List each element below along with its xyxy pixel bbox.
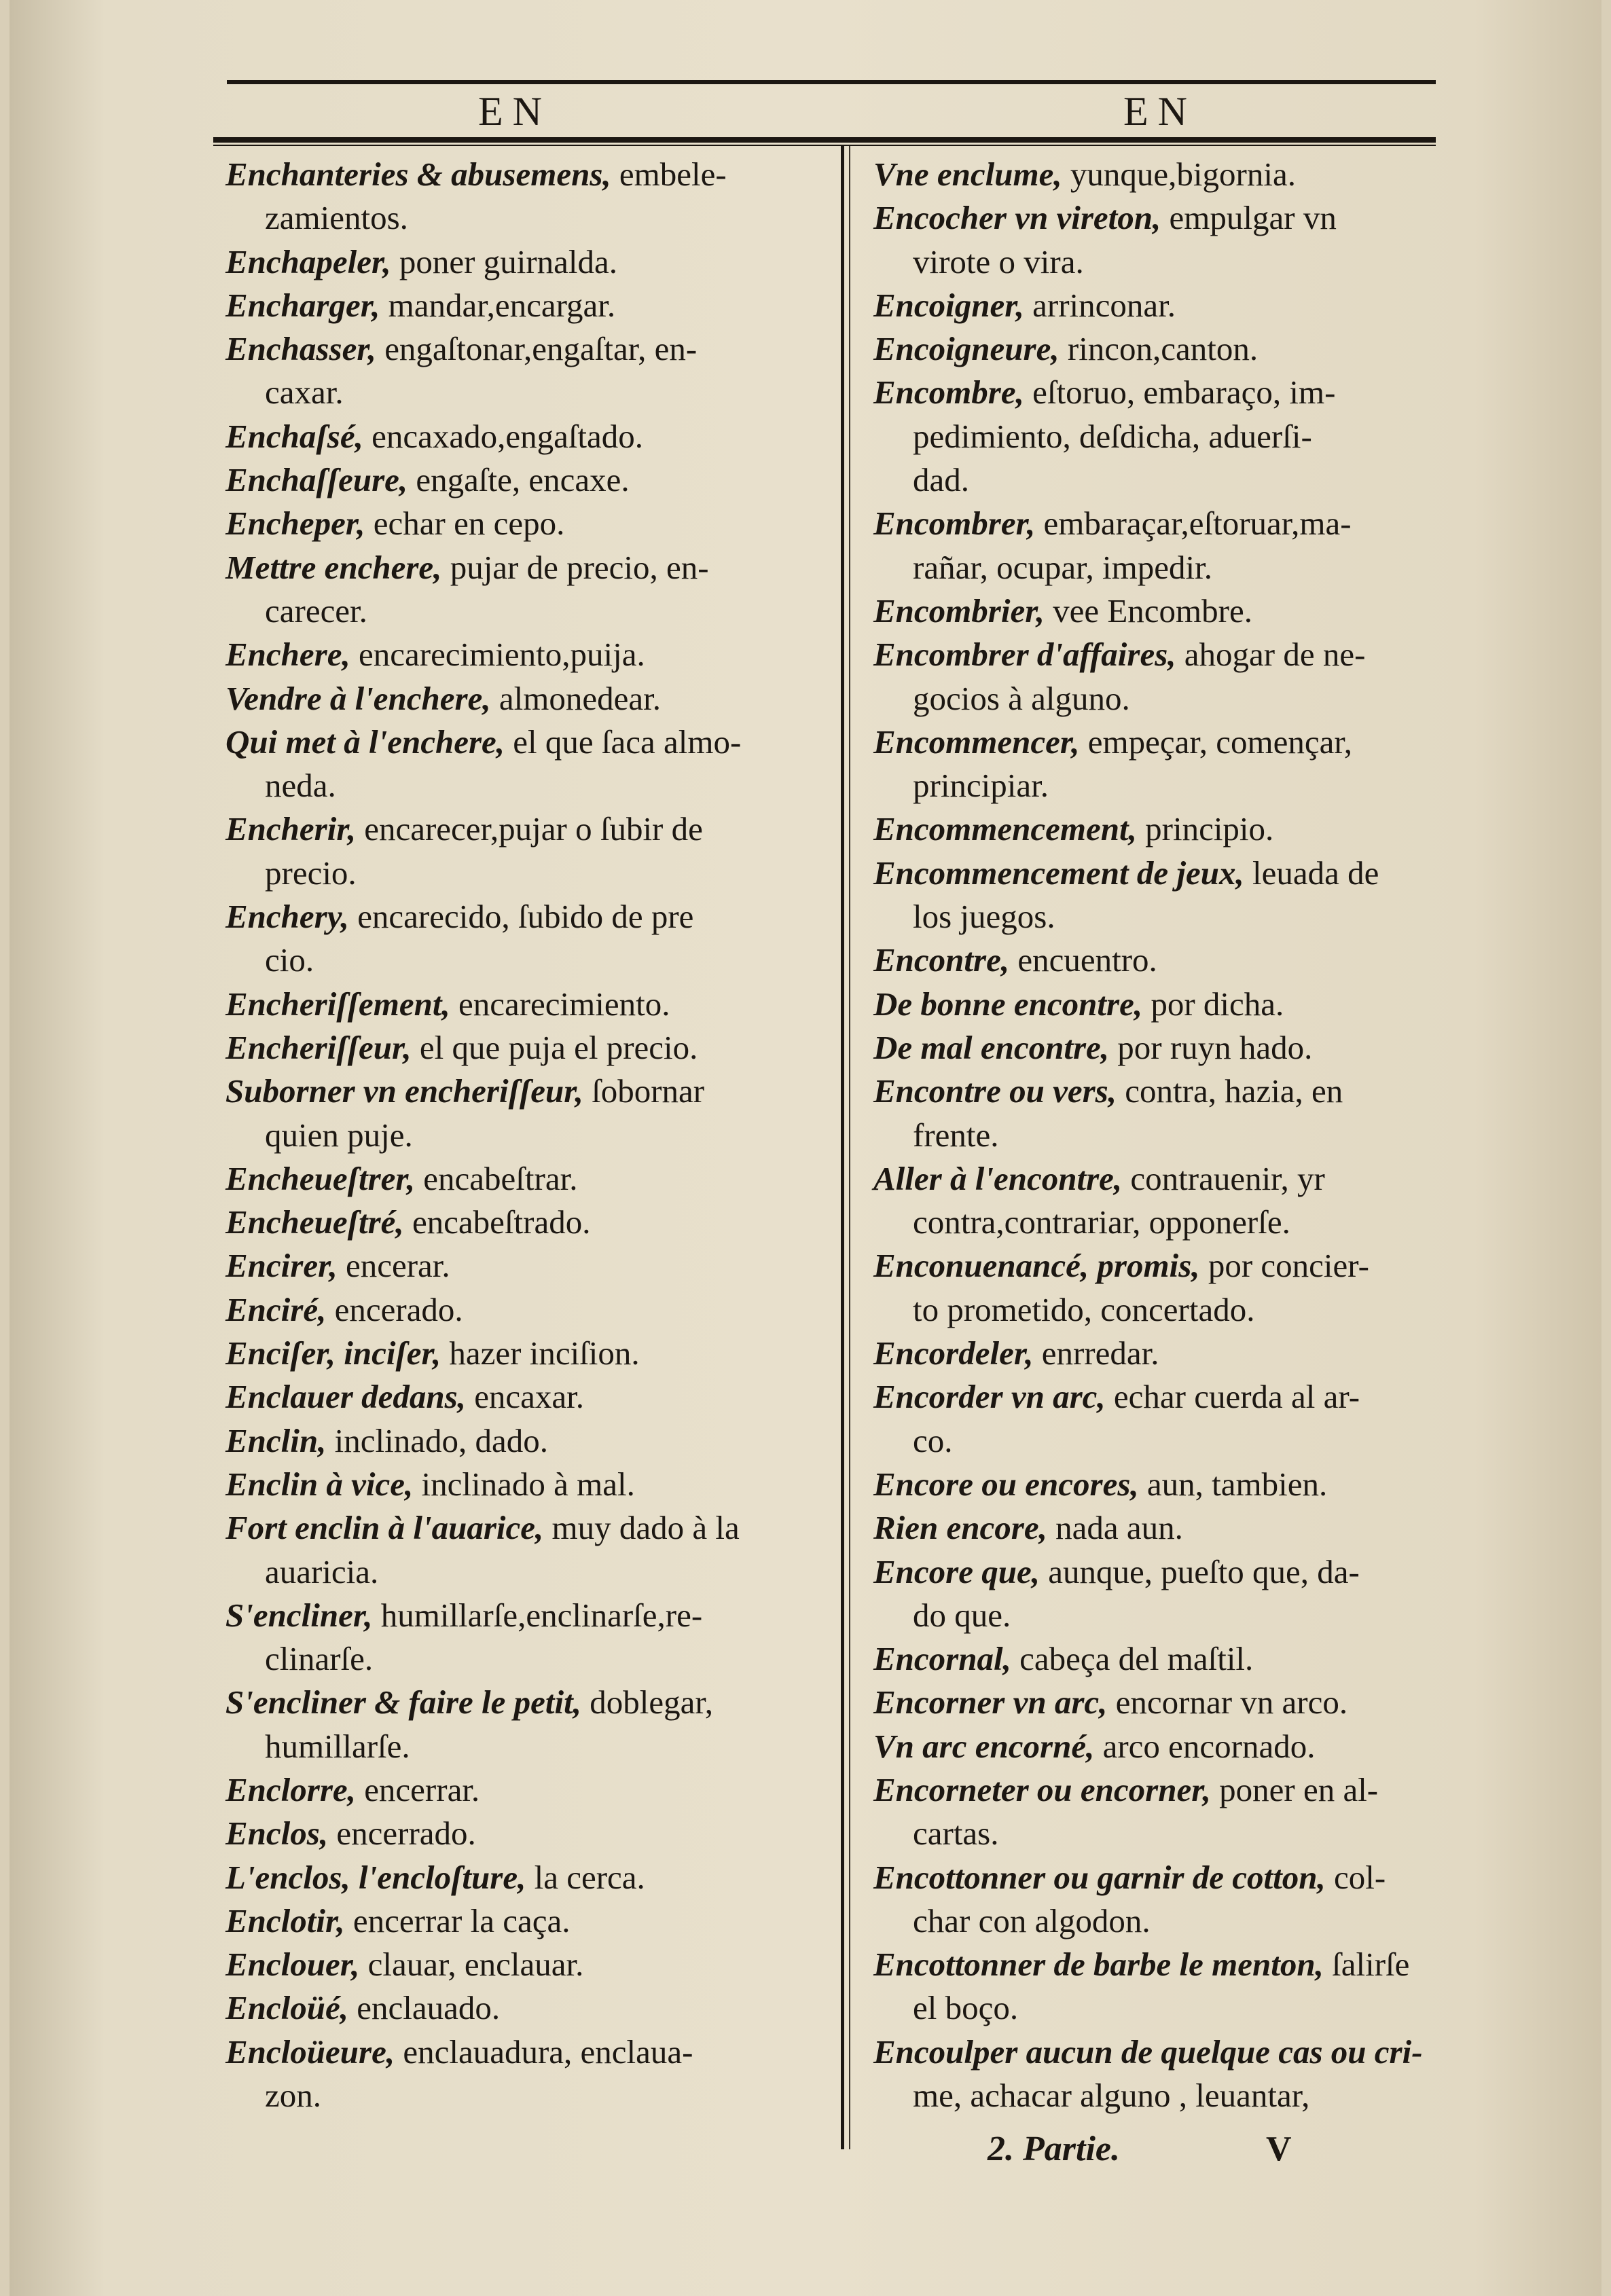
translation: clauar, enclauar. (359, 1946, 584, 1984)
dictionary-entry (873, 1725, 1458, 1768)
dictionary-entry (225, 415, 823, 458)
dictionary-entry (225, 502, 823, 545)
header-rule (213, 137, 1436, 143)
headword: Enchasser, (225, 330, 376, 368)
dictionary-entry (873, 1768, 1458, 1856)
translation: encaxar. (465, 1378, 585, 1416)
translation: muy dado à la (543, 1509, 740, 1547)
headword: Rien encore, (873, 1509, 1047, 1547)
headword: Encommencer, (873, 723, 1080, 761)
entry-continuation: auaricia. (265, 1552, 379, 1590)
headword: Encherir, (225, 810, 356, 848)
translation: echar en cepo. (365, 505, 565, 543)
right-column (873, 153, 1458, 2117)
dictionary-entry (873, 2030, 1458, 2118)
translation: embele- (611, 156, 727, 193)
dictionary-entry (873, 284, 1458, 327)
translation: enrredar. (1033, 1334, 1159, 1372)
dictionary-entry (225, 1943, 823, 1986)
translation: yunque,bigornia. (1062, 156, 1296, 193)
entry-continuation: los juegos. (913, 898, 1055, 936)
dictionary-entry (873, 1943, 1458, 2030)
dictionary-entry (225, 1332, 823, 1375)
translation: principio. (1136, 810, 1274, 848)
catchword: V (1266, 2130, 1292, 2168)
dictionary-entry (873, 589, 1458, 633)
headword: Enchaſsé, (225, 417, 363, 455)
translation: encabeſtrado. (403, 1203, 591, 1241)
dictionary-entry (225, 1594, 823, 1681)
dictionary-entry (225, 1899, 823, 1943)
headword: Enclotir, (225, 1901, 345, 1939)
headword: Enchanteries & abusemens, (225, 156, 611, 193)
headword: Encorder vn arc, (873, 1378, 1106, 1416)
translation: por dicha. (1142, 985, 1284, 1023)
translation: col- (1325, 1858, 1386, 1896)
headword: Encore ou encores, (873, 1465, 1139, 1503)
headword: Encombrer, (873, 505, 1036, 543)
headword: Encorner vn arc, (873, 1683, 1108, 1721)
entry-continuation: rañar, ocupar, impedir. (913, 548, 1212, 586)
translation: rincon,canton. (1059, 330, 1259, 368)
dictionary-entry (225, 240, 823, 284)
dictionary-entry (225, 807, 823, 895)
headword: Enchere, (225, 636, 350, 674)
headword: Encheueſtré, (225, 1203, 404, 1241)
headword: Enclouer, (225, 1946, 360, 1984)
entry-continuation: caxar. (265, 373, 344, 412)
dictionary-entry (873, 1681, 1458, 1724)
translation: ſalirſe (1323, 1946, 1410, 1984)
translation: por concier- (1199, 1247, 1369, 1285)
dictionary-entry (225, 1070, 823, 1157)
dictionary-entry (873, 1375, 1458, 1463)
headword: Encombrer d'affaires, (873, 636, 1176, 674)
entry-continuation: carecer. (265, 591, 367, 630)
translation: contra, hazia, en (1117, 1072, 1343, 1110)
dictionary-entry (225, 1157, 823, 1201)
entry-continuation: humillarſe. (265, 1727, 410, 1765)
translation: encarecimiento. (450, 985, 670, 1023)
translation: empeçar, començar, (1079, 723, 1352, 761)
headword: Aller à l'encontre, (873, 1159, 1123, 1197)
headword: Enchery, (225, 898, 349, 936)
translation: enclauado. (348, 1989, 501, 2027)
dictionary-entry (225, 1026, 823, 1070)
dictionary-entry (873, 502, 1458, 589)
translation: encerrar la caça. (344, 1901, 571, 1939)
translation: encarecido, ſubido de pre (348, 898, 694, 936)
headword: Encontre, (873, 941, 1010, 979)
headword: Qui met à l'enchere, (225, 723, 505, 761)
dictionary-entry (873, 153, 1458, 196)
headword: Encombrier, (873, 591, 1045, 630)
headword: L'enclos, l'encloſture, (225, 1858, 526, 1896)
running-head-left: EN (478, 89, 551, 134)
translation: contrauenir, yr (1122, 1159, 1325, 1197)
header-rule-thin (213, 145, 1436, 146)
dictionary-entry (873, 327, 1458, 371)
dictionary-entry (225, 1244, 823, 1288)
translation: eſtoruo, embaraço, im- (1024, 373, 1336, 412)
dictionary-entry (873, 1332, 1458, 1375)
dictionary-entry (225, 1463, 823, 1506)
headword: Mettre enchere, (225, 548, 442, 586)
translation: la cerca. (526, 1858, 645, 1896)
dictionary-entry (225, 1681, 823, 1768)
dictionary-entry (225, 677, 823, 721)
dictionary-entry (225, 1856, 823, 1899)
dictionary-entry (873, 939, 1458, 982)
dictionary-entry (873, 1550, 1458, 1638)
dictionary-entry (873, 1244, 1458, 1332)
translation: arco encornado. (1094, 1727, 1316, 1765)
translation: el que puja el precio. (411, 1028, 698, 1066)
entry-continuation: contra,contrariar, opponerſe. (913, 1203, 1290, 1241)
dictionary-entry (225, 2030, 823, 2118)
translation: encerar. (337, 1247, 450, 1285)
headword: S'encliner, (225, 1596, 373, 1634)
dictionary-entry (225, 721, 823, 808)
dictionary-entry (873, 633, 1458, 721)
dictionary-entry (225, 1986, 823, 2030)
translation: enclauadura, enclaua- (395, 2033, 693, 2071)
headword: Enconuenancé, promis, (873, 1247, 1200, 1285)
headword: Encommencement de jeux, (873, 854, 1244, 892)
entry-continuation: gocios à alguno. (913, 679, 1130, 717)
translation: empulgar vn (1161, 199, 1337, 237)
headword: Suborner vn encheriſſeur, (225, 1072, 583, 1110)
translation: engaſtonar,engaſtar, en- (376, 330, 698, 368)
dictionary-entry (225, 546, 823, 634)
translation: inclinado à mal. (413, 1465, 635, 1503)
translation: encerrar. (355, 1770, 480, 1808)
headword: Enchaſſeure, (225, 461, 408, 499)
dictionary-entry (225, 1506, 823, 1594)
headword: Enclin à vice, (225, 1465, 414, 1503)
translation: encerado. (326, 1290, 463, 1328)
dictionary-entry (873, 983, 1458, 1026)
entry-continuation: virote o vira. (913, 242, 1084, 280)
left-column (225, 153, 823, 2117)
headword: De bonne encontre, (873, 985, 1143, 1023)
dictionary-entry (225, 895, 823, 983)
column-divider (841, 146, 844, 2149)
entry-continuation: cio. (265, 941, 314, 979)
translation: leuada de (1244, 854, 1379, 892)
translation: vee Encombre. (1044, 591, 1252, 630)
dictionary-entry (225, 327, 823, 415)
headword: Enchapeler, (225, 242, 391, 280)
headword: Encheriſſeur, (225, 1028, 412, 1066)
dictionary-entry (873, 196, 1458, 284)
translation: humillarſe,enclinarſe,re- (372, 1596, 703, 1634)
entry-continuation: me, achacar alguno , leuantar, (913, 2077, 1310, 2115)
headword: Vendre à l'enchere, (225, 679, 491, 717)
entry-continuation: to prometido, concertado. (913, 1290, 1255, 1328)
headword: Encloüeure, (225, 2033, 395, 2071)
headword: Fort enclin à l'auarice, (225, 1509, 544, 1547)
headword: Encore que, (873, 1552, 1040, 1590)
translation: arrinconar. (1024, 286, 1176, 324)
entry-continuation: cartas. (913, 1815, 999, 1853)
headword: Encoulper aucun de quelque cas ou cri- (873, 2033, 1423, 2071)
dictionary-entry (873, 1856, 1458, 1944)
headword: Encharger, (225, 286, 380, 324)
translation: encuentro. (1009, 941, 1157, 979)
dictionary-entry (873, 721, 1458, 808)
dictionary-entry (873, 1637, 1458, 1681)
headword: Enciſer, inciſer, (225, 1334, 441, 1372)
translation: nada aun. (1047, 1509, 1183, 1547)
dictionary-page (10, 0, 1601, 2296)
headword: Encheriſſement, (225, 985, 450, 1023)
entry-continuation: principiar. (913, 767, 1049, 805)
headword: Encorneter ou encorner, (873, 1770, 1211, 1808)
headword: Enclorre, (225, 1770, 356, 1808)
dictionary-entry (225, 284, 823, 327)
translation: encarecimiento,puija. (350, 636, 645, 674)
translation: embaraçar,eſtoruar,ma- (1035, 505, 1352, 543)
translation: ahogar de ne- (1176, 636, 1366, 674)
entry-continuation: el boço. (913, 1989, 1019, 2027)
dictionary-entry (225, 458, 823, 502)
headword: De mal encontre, (873, 1028, 1110, 1066)
dictionary-entry (873, 807, 1458, 851)
headword: Encloüé, (225, 1989, 349, 2027)
translation: encerrado. (328, 1815, 476, 1853)
translation: pujar de precio, en- (441, 548, 709, 586)
translation: por ruyn hado. (1109, 1028, 1313, 1066)
dictionary-entry (225, 1768, 823, 1812)
headword: Encordeler, (873, 1334, 1034, 1372)
translation: cabeça del maſtil. (1011, 1640, 1254, 1678)
dictionary-entry (225, 1375, 823, 1419)
translation: encaxado,engaſtado. (363, 417, 644, 455)
headword: Enclos, (225, 1815, 329, 1853)
headword: Enclin, (225, 1421, 327, 1459)
dictionary-entry (225, 1201, 823, 1244)
translation: inclinado, dado. (326, 1421, 549, 1459)
dictionary-entry (873, 1026, 1458, 1070)
headword: Encommencement, (873, 810, 1137, 848)
headword: Vne enclume, (873, 156, 1062, 193)
dictionary-entry (225, 983, 823, 1026)
entry-continuation: frente. (913, 1116, 999, 1154)
dictionary-entry (873, 458, 1458, 502)
dictionary-entry (225, 1288, 823, 1332)
headword: Enciré, (225, 1290, 327, 1328)
entry-continuation: quien puje. (265, 1116, 413, 1154)
dictionary-entry (225, 153, 823, 240)
dictionary-entry (225, 1419, 823, 1463)
translation: encornar vn arco. (1107, 1683, 1348, 1721)
translation: encabeſtrar. (415, 1159, 578, 1197)
headword: Encheueſtrer, (225, 1159, 416, 1197)
translation: encarecer,pujar o ſubir de (355, 810, 703, 848)
dictionary-entry (873, 371, 1458, 458)
signature-mark: 2. Partie. (988, 2130, 1120, 2168)
entry-continuation: neda. (265, 767, 336, 805)
translation: doblegar, (581, 1683, 713, 1721)
translation: poner guirnalda. (391, 242, 618, 280)
dictionary-entry (225, 633, 823, 676)
headword: Encornal, (873, 1640, 1011, 1678)
translation: el que ſaca almo- (505, 723, 742, 761)
running-head-right: EN (1123, 89, 1197, 134)
headword: Encoigneure, (873, 330, 1060, 368)
translation: echar cuerda al ar- (1105, 1378, 1360, 1416)
entry-continuation: precio. (265, 854, 357, 892)
dictionary-entry (873, 852, 1458, 939)
translation: engaſte, encaxe. (408, 461, 630, 499)
column-divider-thin (849, 146, 850, 2149)
translation: almonedear. (490, 679, 661, 717)
headword: Encoigner, (873, 286, 1024, 324)
entry-continuation: co. (913, 1421, 953, 1459)
entry-continuation: dad. (913, 461, 969, 499)
translation: mandar,encargar. (380, 286, 616, 324)
dictionary-entry (873, 1070, 1458, 1157)
dictionary-entry (873, 1463, 1458, 1506)
translation: hazer inciſion. (441, 1334, 640, 1372)
headword: Encombre, (873, 373, 1024, 412)
dictionary-entry (873, 1157, 1458, 1245)
entry-continuation: clinarſe. (265, 1640, 374, 1678)
headword: S'encliner & faire le petit, (225, 1683, 581, 1721)
headword: Enclauer dedans, (225, 1378, 466, 1416)
dictionary-entry (873, 1506, 1458, 1550)
translation: aunque, pueſto que, da- (1040, 1552, 1360, 1590)
entry-continuation: do que. (913, 1596, 1011, 1634)
translation: ſobornar (583, 1072, 705, 1110)
entry-continuation: zon. (265, 2077, 321, 2115)
headword: Encirer, (225, 1247, 338, 1285)
headword: Encottonner ou garnir de cotton, (873, 1858, 1326, 1896)
dictionary-entry (225, 1812, 823, 1855)
entry-continuation: zamientos. (265, 199, 408, 237)
entry-continuation: pedimiento, deſdicha, aduerſi- (913, 417, 1312, 455)
headword: Encocher vn vireton, (873, 199, 1161, 237)
headword: Encheper, (225, 505, 365, 543)
translation: poner en al- (1210, 1770, 1379, 1808)
entry-continuation: char con algodon. (913, 1901, 1151, 1939)
translation: aun, tambien. (1138, 1465, 1328, 1503)
headword: Vn arc encorné, (873, 1727, 1095, 1765)
headword: Encottonner de barbe le menton, (873, 1946, 1324, 1984)
top-rule (227, 80, 1436, 84)
headword: Encontre ou vers, (873, 1072, 1117, 1110)
